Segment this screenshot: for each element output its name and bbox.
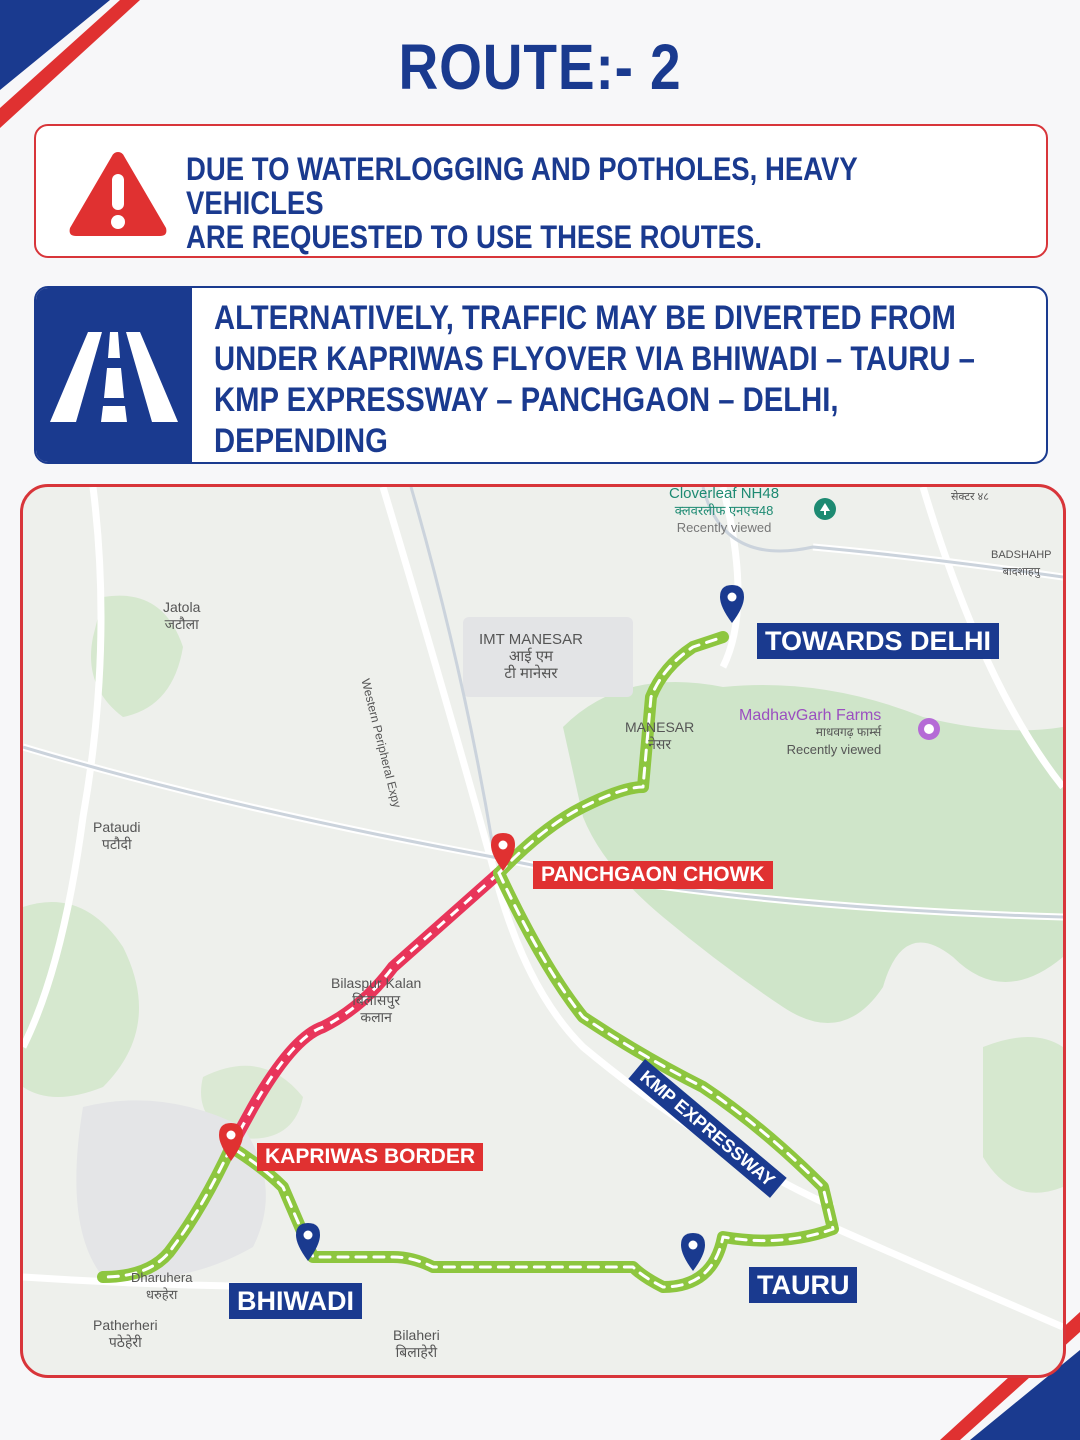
- label-bilaheri-en: Bilaheri: [393, 1327, 440, 1343]
- label-bilaspur-hi1: बिलासपुर: [352, 992, 401, 1008]
- farm-poi-icon: [918, 718, 940, 740]
- label-cloverleaf-note: Recently viewed: [676, 520, 772, 535]
- green-area-south-east: [983, 1037, 1063, 1193]
- label-badshahpur-hi: बादशाहपु: [1002, 566, 1040, 578]
- label-cloverleaf-hi: क्लवरलीफ एनएच48: [674, 503, 774, 518]
- label-bilaspur-hi2: कलान: [360, 1009, 392, 1025]
- label-dharuhera-hi: धरुहेरा: [146, 1287, 178, 1302]
- route-map: [20, 484, 1066, 1378]
- tag-towards-delhi: TOWARDS DELHI: [757, 623, 999, 659]
- label-dharuhera-en: Dharuhera: [131, 1270, 193, 1285]
- page-title: ROUTE:- 2: [398, 31, 682, 103]
- road-icon-box: [36, 288, 192, 462]
- label-badshahpur: [991, 547, 1052, 581]
- label-pataudi: [93, 819, 140, 853]
- alternative-message: [214, 298, 997, 464]
- alternative-route-card: [34, 286, 1048, 464]
- label-pataudi-en: Pataudi: [93, 819, 141, 835]
- warning-icon: [66, 148, 170, 240]
- label-badshahpur-en: BADSHAHP: [991, 549, 1052, 561]
- label-cloverleaf: [669, 485, 779, 536]
- alt-line-4: [214, 462, 997, 464]
- pin-tauru-icon: [681, 1233, 705, 1271]
- label-jatola-hi: जटौला: [164, 616, 199, 632]
- warning-card: [34, 124, 1048, 258]
- warning-line-2: ARE REQUESTED TO USE THESE ROUTES.: [186, 219, 762, 255]
- label-western-expy: Western Peripheral Expy: [358, 677, 405, 810]
- label-bilaspur-en: Bilaspur Kalan: [331, 975, 422, 991]
- label-bilaheri: [393, 1327, 440, 1361]
- warning-message: [186, 152, 960, 254]
- label-madhavgarh: [739, 707, 881, 758]
- label-jatola-en: Jatola: [163, 599, 201, 615]
- label-madhavgarh-en: MadhavGarh Farms: [739, 707, 882, 724]
- tag-panchgaon-chowk: PANCHGAON CHOWK: [533, 861, 773, 889]
- road-icon: [36, 288, 192, 464]
- alt-line-1: ALTERNATIVELY, TRAFFIC MAY BE DIVERTED FROM: [214, 299, 956, 337]
- label-pataudi-hi: पटौदी: [101, 836, 132, 852]
- label-manesar: [625, 719, 694, 753]
- label-imt-hi1: आई एम: [508, 648, 554, 665]
- label-bilaspur: [331, 975, 421, 1026]
- label-patherheri-en: Patherheri: [93, 1317, 158, 1333]
- label-cloverleaf-en: Cloverleaf NH48: [669, 485, 780, 502]
- label-imt-manesar: [479, 631, 583, 682]
- tag-tauru: TAURU: [749, 1267, 857, 1303]
- warning-line-1: DUE TO WATERLOGGING AND POTHOLES, HEAVY VEHICLES: [186, 151, 858, 221]
- label-madhavgarh-note: Recently viewed: [786, 742, 882, 757]
- tag-kmp-expressway: KMP EXPRESSWAY: [628, 1059, 786, 1198]
- label-imt-en: IMT MANESAR: [479, 631, 583, 648]
- label-bilaheri-hi: बिलाहेरी: [395, 1344, 438, 1360]
- tag-kapriwas-border: KAPRIWAS BORDER: [257, 1143, 483, 1171]
- label-patherheri-hi: पठेहेरी: [108, 1334, 142, 1350]
- label-jatola: [163, 599, 200, 633]
- alt-line-2: UNDER KAPRIWAS FLYOVER VIA BHIWADI – TAURU –: [214, 340, 975, 378]
- alt-line-3: KMP EXPRESSWAY – PANCHGAON – DELHI, DEPENDING: [214, 381, 839, 460]
- tree-poi-icon: [814, 498, 836, 520]
- label-manesar-en: MANESAR: [625, 719, 695, 735]
- label-manesar-hi: नेसर: [648, 736, 672, 752]
- tag-bhiwadi: BHIWADI: [229, 1283, 362, 1319]
- label-dharuhera: [131, 1269, 192, 1303]
- label-imt-hi2: टी मानेसर: [504, 665, 558, 682]
- pin-towards-delhi-icon: [720, 585, 744, 623]
- label-madhavgarh-hi: माधवगढ़ फार्म्स: [815, 725, 882, 739]
- label-sector: सेक्टर ४८: [951, 491, 989, 503]
- label-patherheri: [93, 1317, 158, 1351]
